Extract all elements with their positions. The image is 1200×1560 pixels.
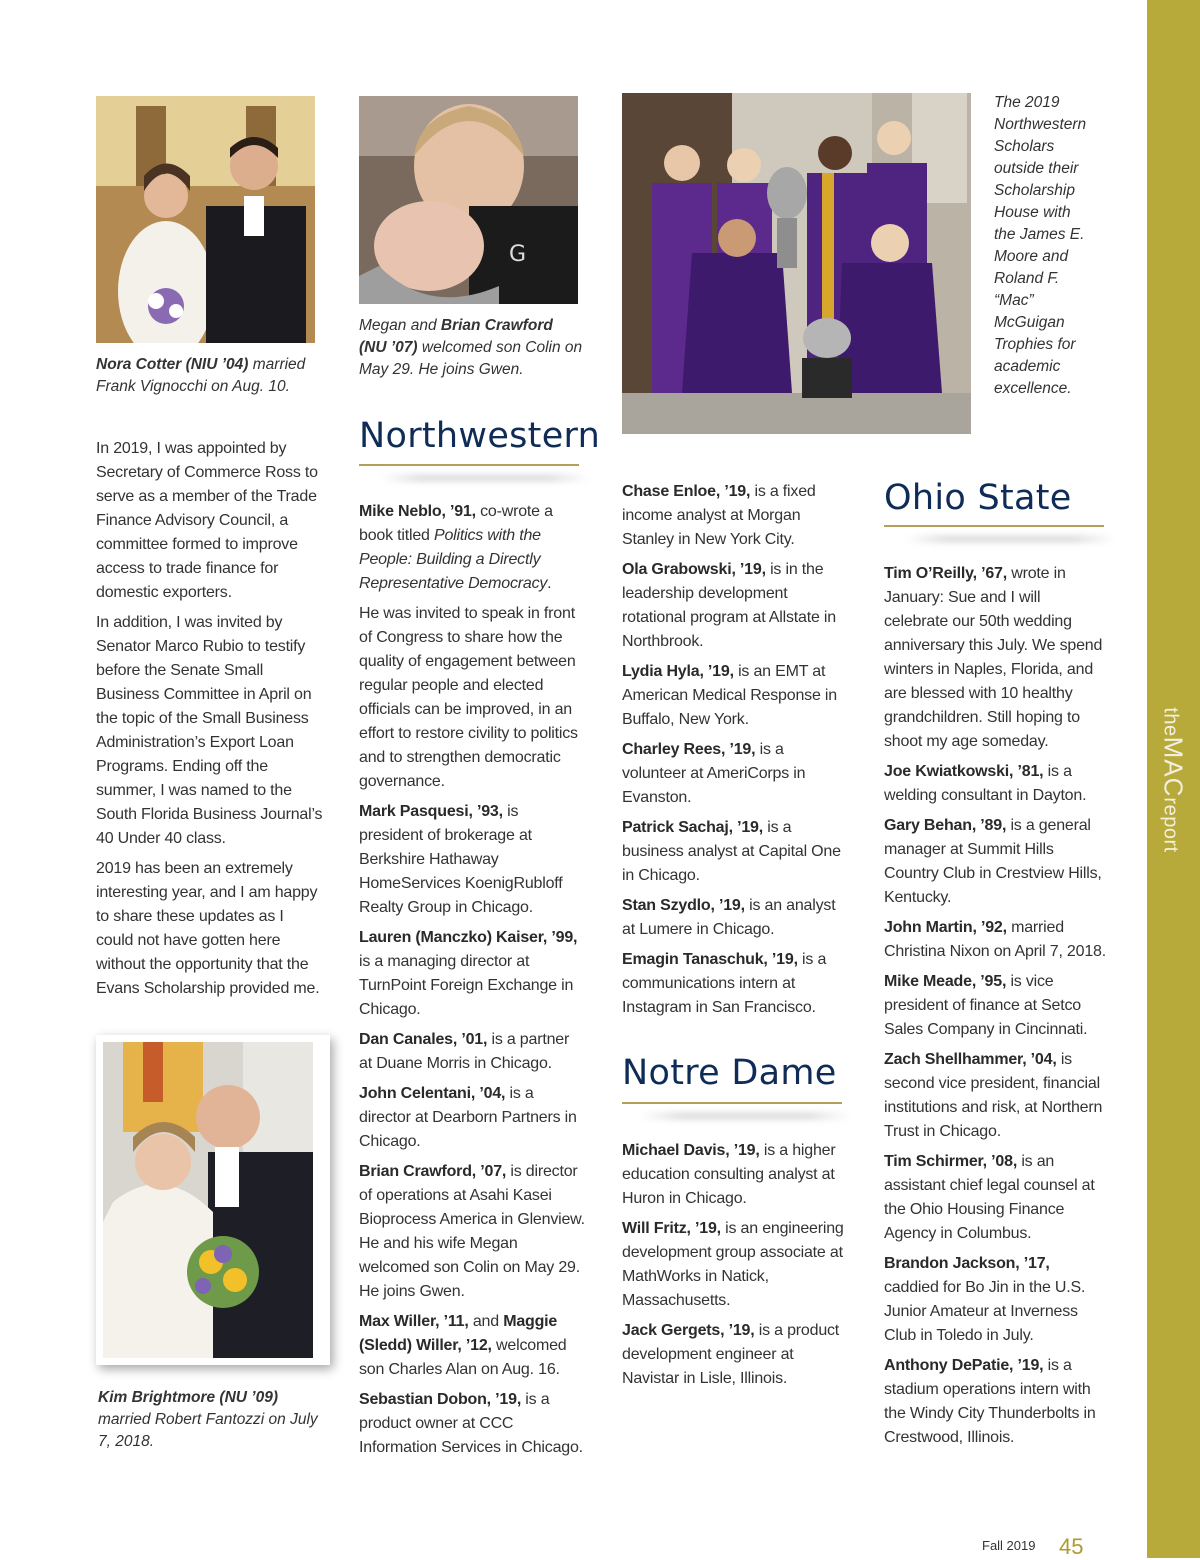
ohio-state-entry-name: Joe Kwiatkowski, ’81, [884,763,1044,780]
entry-dobon [359,1388,585,1460]
magazine-brand [1158,707,1189,852]
caption-megan-name: Brian Crawford (NU ’07) [359,317,553,356]
ohio-state-entry [884,814,1108,910]
northwestern-entry-text: is a managing director at TurnPoint Foreign Exchange in Chicago. [359,953,574,1018]
northwestern-2019-entry [622,816,844,888]
northwestern-entry [359,1160,585,1304]
ohio-state-entry [884,562,1108,754]
northwestern-entry-name: Dan Canales, ’01, [359,1031,488,1048]
notre-dame-entry-name: Michael Davis, ’19, [622,1142,760,1159]
entry-neblo-continued: He was invited to speak in front of Congress to share how the quality of engagement between regular people and elected officials can be improved, in an effort to restore civility to politics and to strengthen democratic governance. [359,605,578,790]
northwestern-2019-column [622,480,844,1026]
northwestern-entry-name: John Celentani, ’04, [359,1085,506,1102]
caption-kim [98,1387,323,1453]
ohio-state-entry-name: Anthony DePatie, ’19, [884,1357,1044,1374]
notre-dame-entry-text: is a higher education consulting analyst at Huron in Chicago. [622,1142,836,1207]
northwestern-column [359,500,585,1466]
letter-paragraph-2: In addition, I was invited by Senator Marco Rubio to testify before the Senate Small Business Committee in April on the topic of the Small Business Administration’s Export Loan Programs. Ending off the summer, I was named to the South Florida Business Journal’s 40 Under 40 class. [96,614,323,847]
northwestern-2019-entry [622,558,844,654]
northwestern-2019-entry-text: is an EMT at American Medical Response in Buffalo, New York. [622,663,837,728]
notre-dame-entry-text: is an engineering development group associate at MathWorks in Natick, Massachusetts. [622,1220,844,1309]
ohio-state-entry [884,760,1108,808]
page-number: 45 [1059,1534,1084,1559]
caption-megan [359,315,584,381]
northwestern-2019-entry [622,480,844,552]
northwestern-2019-entry-text: is in the leadership development rotational program at Allstate in Northbrook. [622,561,836,650]
northwestern-entries [359,800,585,1304]
northwestern-2019-entry-text: is an analyst at Lumere in Chicago. [622,897,836,938]
notre-dame-entry-name: Jack Gergets, ’19, [622,1322,755,1339]
northwestern-2019-entry [622,894,844,942]
northwestern-2019-entry-name: Stan Szydlo, ’19, [622,897,745,914]
northwestern-entry-text: is president of brokerage at Berkshire Hathaway HomeServices KoenigRubloff Realty Group in Chicago. [359,803,563,916]
ohio-state-entry [884,916,1108,964]
northwestern-entry-text: is a director at Dearborn Partners in Chicago. [359,1085,577,1150]
heading-northwestern: Northwestern [359,416,601,456]
northwestern-entry-name: Mark Pasquesi, ’93, [359,803,503,820]
wedding-photo-nora [96,96,315,343]
ohio-state-entry-name: Tim O’Reilly, ’67, [884,565,1007,582]
ohio-state-entry-text: caddied for Bo Jin in the U.S. Junior Amateur at Inverness Club in Toledo in July. [884,1279,1086,1344]
northwestern-2019-entry-name: Patrick Sachaj, ’19, [622,819,763,836]
scholars-group-photo [622,93,971,434]
caption-nora [96,354,316,398]
ohio-state-entry-name: Gary Behan, ’89, [884,817,1007,834]
northwestern-entry-text: is a partner at Duane Morris in Chicago. [359,1031,570,1072]
northwestern-2019-entry-text: is a communications intern at Instagram in San Francisco. [622,951,827,1016]
ohio-state-entry-name: Mike Meade, ’95, [884,973,1007,990]
entry-willer-and: and [468,1313,504,1330]
ohio-state-column [884,562,1108,1456]
northwestern-2019-entry [622,948,844,1020]
heading-notre-dame-rule [622,1102,842,1104]
ohio-state-entry-text: is second vice president, financial institutions and risk, at Northern Trust in Chicago. [884,1051,1103,1140]
ohio-state-entry-name: Brandon Jackson, ’17, [884,1255,1050,1272]
caption-kim-name: Kim Brightmore (NU ’09) [98,1389,278,1406]
heading-northwestern-shadow [380,474,590,482]
northwestern-2019-entry-text: is a business analyst at Capital One in Chicago. [622,819,841,884]
northwestern-2019-entry-name: Lydia Hyla, ’19, [622,663,734,680]
ohio-state-entry [884,1354,1108,1450]
brand-mac: MAC [1158,736,1189,798]
caption-nora-text: married Frank Vignocchi on Aug. 10. [96,356,306,395]
notre-dame-entry [622,1217,844,1313]
letter-paragraph-3: 2019 has been an extremely interesting year, and I am happy to share these updates as I could not have gotten here without the opportunity that the Evans Scholarship provided me. [96,860,320,997]
ohio-state-entry [884,970,1108,1042]
caption-nora-name: Nora Cotter (NIU ’04) [96,356,249,373]
northwestern-2019-entry-name: Charley Rees, ’19, [622,741,756,758]
northwestern-entry [359,926,585,1022]
letter-paragraph-1: In 2019, I was appointed by Secretary of Commerce Ross to serve as a member of the Trade Finance Advisory Council, a committee formed to improve access to trade finance for domestic exporters. [96,440,318,601]
entry-willer [359,1310,585,1382]
northwestern-entry [359,1028,585,1076]
entry-neblo-name: Mike Neblo, ’91, [359,503,476,520]
entry-willer-name-1: Max Willer, ’11, [359,1313,469,1330]
northwestern-entry [359,800,585,920]
baby-photo-crawford [359,96,578,304]
entry-willer-name-2: Maggie (Sledd) Willer, ’12, [359,1313,558,1354]
entry-neblo-text-end: . [547,575,552,592]
heading-notre-dame-shadow [640,1112,850,1120]
letter-column [96,437,324,1007]
notre-dame-column [622,1139,844,1397]
notre-dame-entry [622,1139,844,1211]
ohio-state-entry-text: is a general manager at Summit Hills Country Club in Crestview Hills, Kentucky. [884,817,1102,906]
ohio-state-entry-text: is an assistant chief legal counsel at the Ohio Housing Finance Agency in Columbus. [884,1153,1095,1242]
ohio-state-entry [884,1252,1108,1348]
northwestern-2019-entry-text: is a volunteer at AmeriCorps in Evanston. [622,741,806,806]
ohio-state-entry-text: is a welding consultant in Dayton. [884,763,1087,804]
entry-willer-text: welcomed son Charles Alan on Aug. 16. [359,1337,567,1378]
northwestern-entry-name: Lauren (Manczko) Kaiser, ’99, [359,929,578,946]
ohio-state-entry [884,1150,1108,1246]
ohio-state-entry [884,1048,1108,1144]
entry-dobon-name: Sebastian Dobon, ’19, [359,1391,522,1408]
ohio-state-entry-name: Tim Schirmer, ’08, [884,1153,1018,1170]
ohio-state-entry-name: John Martin, ’92, [884,919,1007,936]
northwestern-2019-entry-text: is a fixed income analyst at Morgan Stanley in New York City. [622,483,816,548]
northwestern-2019-entry-name: Chase Enloe, ’19, [622,483,751,500]
notre-dame-entry-text: is a product development engineer at Navistar in Lisle, Illinois. [622,1322,840,1387]
footer-season: Fall 2019 [982,1538,1036,1553]
ohio-state-entry-name: Zach Shellhammer, ’04, [884,1051,1057,1068]
northwestern-2019-entry-name: Emagin Tanaschuk, ’19, [622,951,798,968]
caption-kim-text: married Robert Fantozzi on July 7, 2018. [98,1411,318,1450]
ohio-state-entry-text: wrote in January: Sue and I will celebrate our 50th wedding anniversary this July. We spend winters in Naples, Florida, and are blessed with 10 healthy grandchildren. Still hoping to shoot my age someday. [884,565,1103,750]
notre-dame-entry [622,1319,844,1391]
heading-ohio-state-shadow [905,535,1115,543]
entry-neblo-text: co-wrote a book titled [359,503,553,544]
caption-megan-text: welcomed son Colin on May 29. He joins Gwen. [359,339,583,378]
wedding-photo-kim [103,1042,313,1358]
svg-text:G: G [509,242,527,267]
heading-ohio-state: Ohio State [884,478,1072,518]
wedding-photo-kim-frame [96,1035,330,1365]
entry-dobon-text: is a product owner at CCC Information Services in Chicago. [359,1391,583,1456]
northwestern-entry [359,1082,585,1154]
heading-ohio-state-rule [884,525,1104,527]
entry-neblo [359,500,585,596]
ohio-state-entry-text: married Christina Nixon on April 7, 2018. [884,919,1106,960]
northwestern-entry-text: is director of operations at Asahi Kasei Bioprocess America in Glenview. He and his wife Megan welcomed son Colin on May 29. He joins Gwen. [359,1163,585,1300]
northwestern-2019-entry [622,738,844,810]
brand-report: report [1159,797,1182,853]
caption-megan-pre: Megan and [359,317,441,334]
ohio-state-entry-text: is a stadium operations intern with the Windy City Thunderbolts in Crestwood, Illinois. [884,1357,1096,1446]
northwestern-2019-entry-name: Ola Grabowski, ’19, [622,561,766,578]
heading-notre-dame: Notre Dame [622,1053,837,1093]
entry-neblo-book-title: Politics with the People: Building a Directly Representative Democracy [359,527,548,592]
northwestern-entry-name: Brian Crawford, ’07, [359,1163,507,1180]
northwestern-2019-entry [622,660,844,732]
caption-scholars: The 2019 Northwestern Scholars outside their Scholarship House with the James E. Moore and Roland F. “Mac” McGuigan Trophies for academic excellence. [994,94,1087,397]
brand-the: the [1159,707,1182,737]
heading-northwestern-rule [359,464,579,466]
notre-dame-entry-name: Will Fritz, ’19, [622,1220,721,1237]
ohio-state-entry-text: is vice president of finance at Setco Sales Company in Cincinnati. [884,973,1088,1038]
